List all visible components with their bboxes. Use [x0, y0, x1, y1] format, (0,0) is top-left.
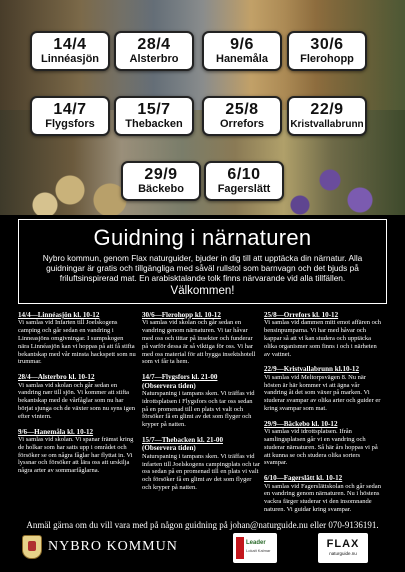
tile-date: 25/8	[225, 101, 259, 118]
tile-date: 22/9	[310, 101, 344, 118]
entry-body: Vi samlas vid Infarten till Joelskogens camping och går sedan en vandring i Linneasjöns omgivningar. I sumpskogen nära Linnéasjön kan vi hoppas på att få stifta bekantskap med vår minsta hackspett som nu trummar.	[18, 319, 136, 366]
nybro-kommun-logo-text: NYBRO KOMMUN	[48, 539, 178, 554]
schedule-entry	[264, 474, 382, 514]
schedule-entry	[18, 311, 136, 366]
entry-title: 29/9—Bäckebo kl. 10-12	[264, 419, 338, 428]
tile-date: 15/7	[137, 101, 171, 118]
schedule-entry	[264, 311, 382, 358]
schedule-entry	[142, 436, 260, 492]
heading-box	[18, 219, 387, 304]
tile-date: 29/9	[144, 166, 178, 183]
entry-title: 15/7—Thebacken kl. 21-00	[142, 435, 223, 444]
tile-place: Flerohopp	[300, 53, 354, 65]
entry-title: 30/6—Flerohopp kl. 10-12	[142, 311, 221, 319]
nybro-crest-icon	[22, 535, 42, 559]
schedule-columns	[18, 311, 390, 511]
entry-subtitle: (Observera tiden)	[142, 381, 196, 390]
tile-date: 14/7	[53, 101, 87, 118]
entry-subtitle: (Observera tiden)	[142, 444, 196, 453]
tile-place: Flygsfors	[45, 118, 95, 130]
tile-orrefors	[202, 96, 282, 136]
entry-title: 22/9—Kristvallabrunn kl.10-12	[264, 365, 359, 374]
tile-thebacken	[114, 96, 194, 136]
schedule-entry	[264, 420, 382, 467]
registration-note: Anmäl gärna om du vill vara med på någon guidning på johan@naturguide.nu eller 070-9136191.	[26, 520, 379, 530]
entry-title: 9/6—Hanemåla kl. 10-12	[18, 427, 94, 436]
tile-fagerslatt	[204, 161, 284, 201]
tile-place: Orrefors	[219, 118, 265, 130]
welcome-text: Välkommen!	[170, 285, 235, 297]
intro-text: Nybro kommun, genom Flax naturguider, bjuder in dig till att upptäcka din närnatur. Alla guidningar är gratis och tillgängliga med såväl rullstol som barnvagn och det bjuds på friluftsinspirerad mat. En arabisktalande tolk finns närvarande vid alla tillfällen.	[42, 253, 363, 283]
entry-body: Vi samlas vid idrottsplatsen. Ifrån samlingsplatsen går vi en vandring och studerar närnaturen. Så här års hoppas vi på att kunna se och studera olika sorters svampar.	[264, 428, 378, 467]
entry-body: Naturspaning i tampans sken. Vi träffas vid infarten till Joelskogens campingplats och tar oss sedan på en promenad till en plats vi valt och försöker få en glimt av det som flyger och kryper på natten.	[142, 452, 260, 491]
tile-date: 6/10	[227, 166, 261, 183]
schedule-entry	[142, 373, 260, 429]
tile-place: Alsterbro	[129, 53, 179, 65]
tile-date: 9/6	[230, 36, 254, 53]
schedule-entry	[18, 373, 136, 420]
nature-photo-collage	[0, 0, 405, 215]
entry-body: Vi samlas vid skolan. Vi spanar främst kring de holkar som har satts upp i området och försöker se om några fåglar har flyttat in. Vi lyssnar och försöker att lära oss att urskilja några arter av sommarfåglarna.	[18, 435, 134, 475]
entry-title: 28/4—Alsterbro kl. 10-12	[18, 373, 95, 382]
flax-logo-name: FLAX	[326, 538, 360, 550]
leader-logo-name: Leader	[246, 540, 266, 546]
schedule-column-1	[18, 311, 136, 482]
flax-logo-sub: naturguide.nu	[329, 551, 357, 556]
entry-title: 25/8—Orrefors kl. 10-12	[264, 311, 339, 319]
tile-place: Thebacken	[125, 118, 183, 130]
tile-place: Bäckebo	[138, 183, 184, 195]
schedule-entry	[264, 365, 382, 412]
tile-date: 28/4	[137, 36, 171, 53]
schedule-column-3	[264, 311, 382, 521]
tile-flerohopp	[287, 31, 367, 71]
flax-logo	[318, 533, 368, 563]
leader-logo	[233, 533, 277, 563]
leader-bar-icon	[236, 537, 244, 559]
tile-date: 30/6	[310, 36, 344, 53]
entry-title: 14/4—Linnéasjön kl. 10-12	[18, 311, 100, 319]
tile-flygsfors	[30, 96, 110, 136]
tile-place: Hanemåla	[216, 53, 268, 65]
schedule-column-2	[142, 311, 260, 499]
page-title: Guidning i närnaturen	[93, 225, 312, 250]
entry-body: Vi samlas vid skolan och går sedan en vandring genom närnaturen. Vi tar håvar med oss och tittar på insekter och funderar på varför dessa är så viktiga för oss. Vi har med oss material för att bygga insektshotell som vi får ta hem.	[142, 319, 256, 366]
entry-body: Vi samlas vid dammen mitt emot affären och bensinpumparna. Vi har med håvar och kappar så att vi kan studera och upptäcka olika organismer som finns i och i närheten av vattnet.	[264, 319, 381, 358]
entry-body: Vi samlas vid Meltorpsvägen 8. Nu när hösten är här kommer vi att ägna vår vandring åt det som växer på marken. Vi studerar svampar av olika arter och guider er kring svampar som mat.	[264, 373, 381, 412]
tile-hanemala	[202, 31, 282, 71]
tile-linneasjon	[30, 31, 110, 71]
entry-body: Naturspaning i tampans sken. Vi träffas vid idrottsplatsen i Flygsfors och tar oss sedan på en promenad till en plats vi valt och försöker få en glimt av det som flyger och kryper på natten.	[142, 390, 255, 429]
tile-place: Fagerslätt	[217, 183, 271, 195]
leader-logo-sub: Lokalt Kalmar	[246, 548, 271, 553]
tile-alsterbro	[114, 31, 194, 71]
tile-date: 14/4	[53, 36, 87, 53]
schedule-entry	[142, 311, 260, 366]
entry-body: Vi samlas vid skolan och går sedan en vandring nær till sjön. Vi kommer att stifta bekantskap med de vårfåglar som nu har börjat sjunga och de växter som nu syns igen efter vintern.	[18, 381, 135, 420]
entry-title: 6/10—Fagerslätt kl. 10-12	[264, 474, 343, 483]
schedule-entry	[18, 428, 136, 475]
entry-title: 14/7—Flygsfors kl. 21-00	[142, 373, 218, 382]
entry-body: Vi samlas vid Fagerslättskolan och går sedan en vandring genom närnaturen. Nu i höstens vackra färger studerar vi den insomnande naturen. Vi guidar kring svampar.	[264, 482, 381, 513]
tile-kristvallabrunn	[287, 96, 367, 136]
logo-row	[0, 533, 405, 572]
tile-place: Kristvallabrunn	[290, 119, 364, 130]
tile-place: Linnéasjön	[40, 53, 100, 65]
tile-backebo	[121, 161, 201, 201]
